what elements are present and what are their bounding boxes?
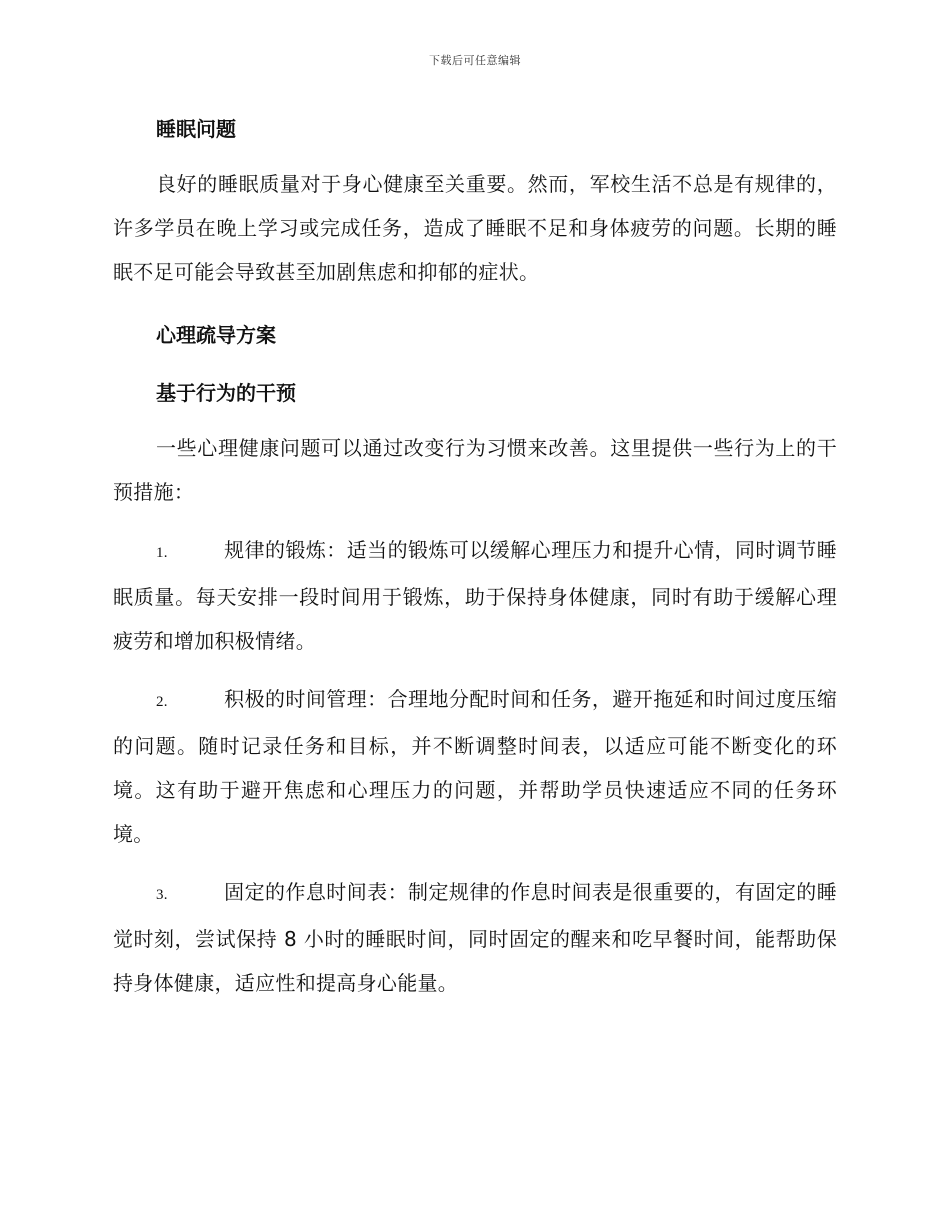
page-header-note: 下载后可任意编辑 xyxy=(429,54,521,67)
list-item xyxy=(113,870,837,1005)
document-body xyxy=(113,112,837,1005)
heading-counseling-plan: 心理疏导方案 xyxy=(156,323,276,347)
list-item-number: 3. xyxy=(156,887,168,903)
list-item-text: 固定的作息时间表：制定规律的作息时间表是很重要的，有固定的睡觉时刻，尝试保持 8 小时的睡眠时间，同时固定的醒来和吃早餐时间，能帮助保持身体健康，适应性和提高身心能量。 xyxy=(113,880,837,995)
list-item-number: 2. xyxy=(156,694,168,710)
list-item-text: 积极的时间管理：合理地分配时间和任务，避开拖延和时间过度压缩的问题。随时记录任务和目标，并不断调整时间表，以适应可能不断变化的环境。这有助于避开焦虑和心理压力的问题，并帮助学员快速适应不同的任务环境。 xyxy=(113,687,837,846)
list-item-text: 规律的锻炼：适当的锻炼可以缓解心理压力和提升心情，同时调节睡眠质量。每天安排一段时间用于锻炼，助于保持身体健康，同时有助于缓解心理疲劳和增加积极情绪。 xyxy=(113,538,837,653)
heading-behavior-intervention: 基于行为的干预 xyxy=(156,381,296,405)
list-item xyxy=(113,528,837,663)
paragraph-sleep: 良好的睡眠质量对于身心健康至关重要。然而，军校生活不总是有规律的，许多学员在晚上学习或完成任务，造成了睡眠不足和身体疲劳的问题。长期的睡眠不足可能会导致甚至加剧焦虑和抑郁的症状。 xyxy=(113,172,837,284)
paragraph-behavior-intro: 一些心理健康问题可以通过改变行为习惯来改善。这里提供一些行为上的干预措施： xyxy=(113,436,837,504)
list-item xyxy=(113,677,837,856)
list-item-number: 1. xyxy=(156,545,168,561)
heading-sleep-problems: 睡眠问题 xyxy=(156,117,236,141)
